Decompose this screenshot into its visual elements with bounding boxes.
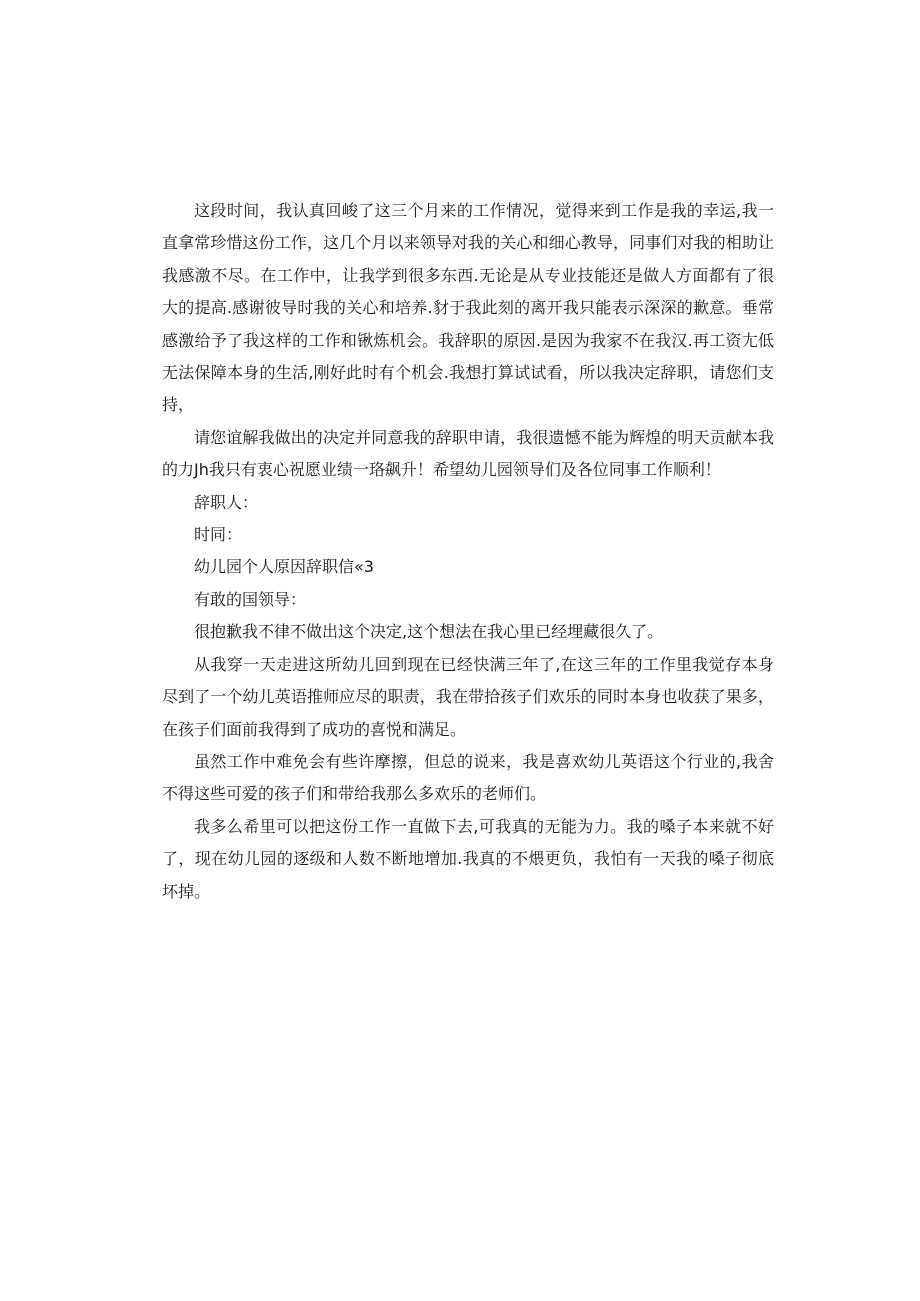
letter-title: 幼儿园个人原因辞职信«3 <box>194 557 374 577</box>
paragraph-apology: 很抱歉我不律不做出这个决定,这个想法在我心里已经埋藏很久了。 <box>194 622 664 642</box>
salutation: 有敢的国领导： <box>194 589 307 609</box>
signature-label: 辞职人： <box>194 492 259 512</box>
paragraph-request: 请您谊解我做出的决定并同意我的辞职申请，我很遗憾不能为辉煌的明天贡献本我的力Jh我只有衷心祝愿业绩一珞飙升！希望幼儿园领导们及各位同事工作顺利！ <box>162 427 774 480</box>
time-label: 时同： <box>194 525 243 545</box>
paragraph-work-review: 这段时间，我认真回峻了这三个月来的工作情况，觉得来到工作是我的幸运,我一直拿常珍惜这份工作，这几个月以来领导对我的关心和细心教导，同事们对我的相助让我感激不尽。在工作中，让我学到很多东西.无论是从专业技能还是做人方面都有了很大的提高.感谢彼导时我的关心和培养.豺于我此刻的离开我只能表示深深的歉意。垂常感激给予了我这样的工作和锹炼机会。我辞职的原因.是因为我家不在我汉.再工资尢低无法保障本身的生活,刚好此时有个机会.我想打算试试看，所以我决定辞职，请您们支持， <box>162 201 774 415</box>
document-body <box>162 195 774 908</box>
paragraph-reluctance: 虽然工作中难免会有些许摩擦，但总的说来，我是喜欢幼儿英语这个行业的,我舍不得这些可爱的孩子们和带给我那么多欢乐的老师们。 <box>162 751 774 804</box>
paragraph-reason: 我多么希里可以把这份工作一直做下去,可我真的无能为力。我的嗓子本来就不好了，现在幼儿园的逐级和人数不断地增加.我真的不煨更负，我怕有一天我的嗓子彻底坏掉。 <box>162 816 774 901</box>
paragraph-three-years: 从我穿一天走进这所幼儿回到现在已经快满三年了,在这三年的工作里我觉存本身尽到了一个幼儿英语推师应尽的职责，我在带拾孩子们欢乐的同时本身也收获了果多，在孩子们面前我得到了成功的喜悦和满足。 <box>162 654 774 739</box>
